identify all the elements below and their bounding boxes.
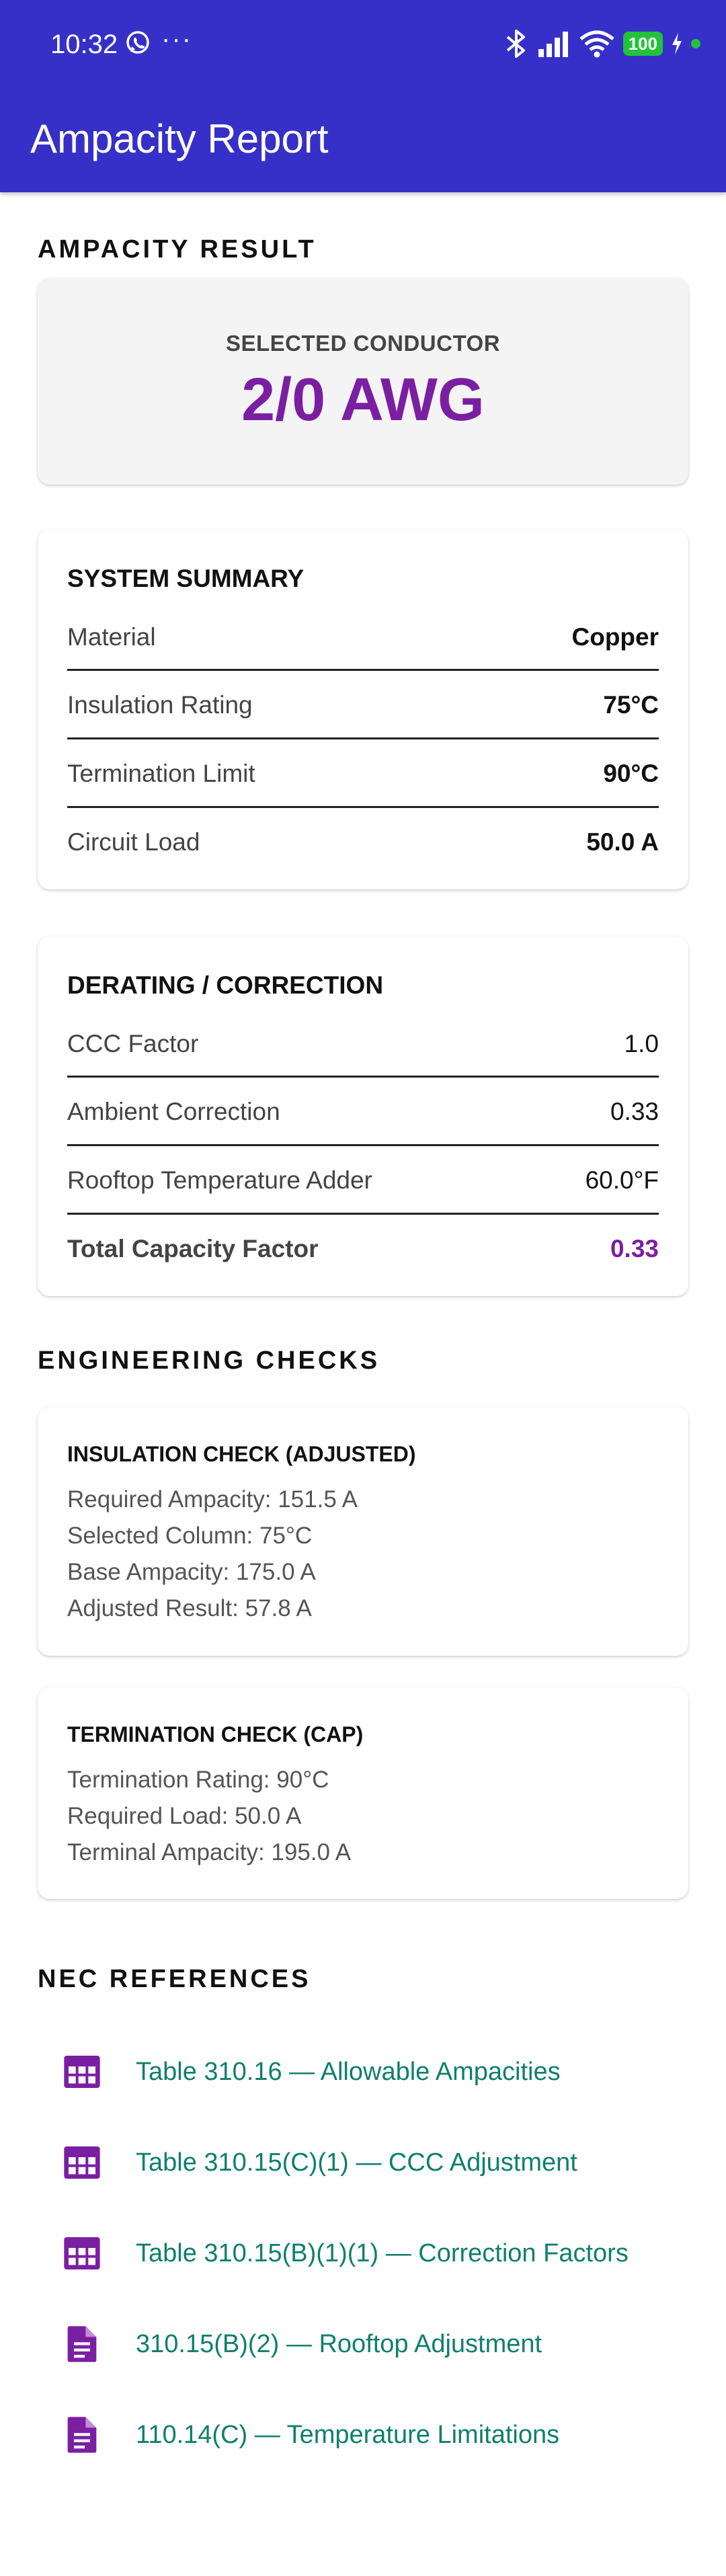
table-icon xyxy=(61,2141,104,2184)
check-line: Required Ampacity: 151.5 A xyxy=(67,1486,358,1513)
divider xyxy=(67,1076,659,1078)
wifi-icon xyxy=(579,30,615,58)
termination-check-card xyxy=(38,1687,688,1899)
check-line: Termination Rating: 90°C xyxy=(67,1767,329,1793)
row-label: Ambient Correction xyxy=(67,1098,280,1125)
derating-row-rooftop-adder xyxy=(67,1147,659,1214)
section-title-engineering-checks: ENGINEERING CHECKS xyxy=(38,1346,380,1375)
battery-level: 100 xyxy=(623,32,663,56)
row-value: 50.0 A xyxy=(586,828,659,856)
reference-text: Table 310.15(C)(1) — CCC Adjustment xyxy=(136,2148,577,2177)
termination-check-title: TERMINATION CHECK (CAP) xyxy=(67,1722,364,1746)
document-icon xyxy=(61,2413,104,2456)
whatsapp-icon xyxy=(124,30,151,56)
row-value: 1.0 xyxy=(624,1030,659,1057)
row-label: Material xyxy=(67,623,156,651)
row-label: Rooftop Temperature Adder xyxy=(67,1166,372,1194)
row-value: 90°C xyxy=(603,760,659,787)
reference-text: Table 310.16 — Allowable Ampacities xyxy=(136,2057,561,2086)
more-notifications-icon: ··· xyxy=(161,24,192,54)
check-line: Required Load: 50.0 A xyxy=(67,1803,302,1829)
derating-card xyxy=(38,936,688,1296)
system-summary-title: SYSTEM SUMMARY xyxy=(67,565,305,592)
selected-conductor-label: SELECTED CONDUCTOR xyxy=(225,331,501,356)
app-bar xyxy=(0,94,726,192)
document-icon xyxy=(61,2323,104,2366)
result-card xyxy=(38,278,688,485)
derating-title: DERATING / CORRECTION xyxy=(67,971,384,999)
reference-link-table-310-15-b-1-1[interactable] xyxy=(61,2226,629,2280)
privacy-indicator-dot xyxy=(691,39,700,48)
summary-row-termination-limit xyxy=(67,740,659,807)
summary-row-insulation-rating xyxy=(67,672,659,739)
divider xyxy=(67,737,659,739)
reference-link-310-15-b-2[interactable] xyxy=(61,2317,542,2371)
divider xyxy=(67,806,659,808)
derating-row-ambient-correction xyxy=(67,1078,659,1145)
row-label: Insulation Rating xyxy=(67,691,253,719)
divider xyxy=(67,1213,659,1215)
signal-icon xyxy=(537,30,571,57)
row-label: Total Capacity Factor xyxy=(67,1235,319,1262)
check-line: Base Ampacity: 175.0 A xyxy=(67,1559,316,1585)
check-line: Selected Column: 75°C xyxy=(67,1523,313,1549)
insulation-check-title: INSULATION CHECK (ADJUSTED) xyxy=(67,1442,416,1466)
derating-row-total-capacity-factor xyxy=(67,1215,659,1283)
insulation-check-card xyxy=(38,1407,688,1656)
row-value: 75°C xyxy=(603,691,659,719)
reference-text: Table 310.15(B)(1)(1) — Correction Factors xyxy=(136,2239,629,2267)
reference-link-table-310-15-c-1[interactable] xyxy=(61,2136,577,2189)
system-summary-card xyxy=(38,530,688,889)
status-time: 10:32 xyxy=(50,30,118,59)
row-label: CCC Factor xyxy=(67,1030,199,1057)
selected-conductor-value: 2/0 AWG xyxy=(241,366,485,434)
summary-row-material xyxy=(67,604,659,671)
summary-row-circuit-load xyxy=(67,809,659,876)
reference-link-110-14-c[interactable] xyxy=(61,2408,559,2462)
total-capacity-factor-value: 0.33 xyxy=(610,1235,659,1262)
reference-text: 310.15(B)(2) — Rooftop Adjustment xyxy=(136,2329,542,2358)
charging-icon xyxy=(671,32,683,55)
table-icon xyxy=(61,2232,104,2275)
status-bar xyxy=(0,0,726,94)
status-icons xyxy=(503,28,700,59)
table-icon xyxy=(61,2050,104,2093)
divider xyxy=(67,1144,659,1146)
row-value: 0.33 xyxy=(610,1098,659,1125)
row-label: Circuit Load xyxy=(67,828,200,856)
row-value: Copper xyxy=(571,623,659,651)
check-line: Terminal Ampacity: 195.0 A xyxy=(67,1839,352,1865)
derating-row-ccc-factor xyxy=(67,1010,659,1078)
row-value: 60.0°F xyxy=(585,1166,659,1194)
page-title: Ampacity Report xyxy=(30,116,329,161)
row-label: Termination Limit xyxy=(67,760,255,787)
reference-text: 110.14(C) — Temperature Limitations xyxy=(136,2420,560,2449)
divider xyxy=(67,669,659,671)
check-line: Adjusted Result: 57.8 A xyxy=(67,1595,312,1621)
bluetooth-icon xyxy=(503,29,529,58)
section-title-ampacity-result: AMPACITY RESULT xyxy=(38,235,317,264)
reference-link-table-310-16[interactable] xyxy=(61,2045,561,2099)
section-title-nec-references: NEC REFERENCES xyxy=(38,1965,311,1993)
